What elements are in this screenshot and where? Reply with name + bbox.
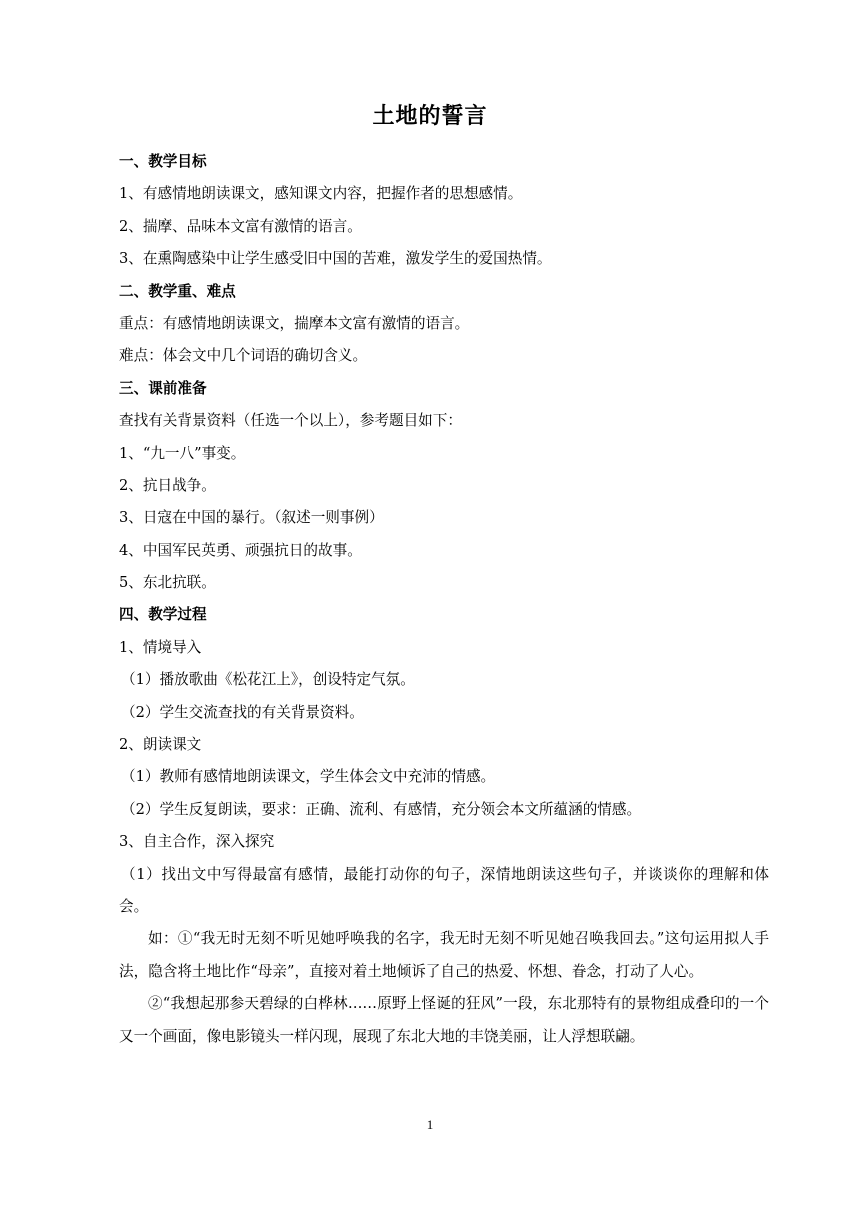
document-body — [119, 146, 769, 1053]
section-heading-preparation: 三、课前准备 — [119, 379, 207, 397]
section-heading-key-points: 二、教学重、难点 — [119, 282, 236, 300]
preparation-item: 2、抗日战争。 — [119, 476, 216, 494]
process-step-heading: 1、情境导入 — [119, 638, 202, 656]
objective-item: 1、有感情地朗读课文，感知课文内容，把握作者的思想感情。 — [119, 185, 523, 203]
process-substep: （1）教师有感情地朗读课文，学生体会文中充沛的情感。 — [121, 768, 496, 786]
document-title: 土地的誓言 — [372, 104, 488, 129]
key-point-item: 重点：有感情地朗读课文，揣摩本文富有激情的语言。 — [119, 314, 470, 332]
process-paragraph: ②“我想起那参天碧绿的白桦林……原野上怪诞的狂风”一段，东北那特有的景物组成叠印的一个又一个画面，像电影镜头一样闪现，展现了东北大地的丰饶美丽，让人浮想联翩。 — [119, 995, 769, 1045]
objective-item: 2、揣摩、品味本文富有激情的语言。 — [119, 217, 362, 235]
objective-item: 3、在熏陶感染中让学生感受旧中国的苦难，激发学生的爱国热情。 — [119, 250, 552, 268]
process-paragraph: （1）找出文中写得最富有感情，最能打动你的句子，深情地朗读这些句子，并谈谈你的理解和体会。 — [119, 865, 769, 915]
preparation-item: 5、东北抗联。 — [119, 574, 216, 592]
preparation-item: 3、日寇在中国的暴行。（叙述一则事例） — [119, 509, 384, 527]
key-point-item: 难点：体会文中几个词语的确切含义。 — [119, 347, 368, 365]
process-substep: （2）学生交流查找的有关背景资料。 — [121, 703, 364, 721]
process-substep: （1）播放歌曲《松花江上》，创设特定气氛。 — [121, 671, 415, 689]
process-paragraph: 如：①“我无时无刻不听见她呼唤我的名字，我无时无刻不听见她召唤我回去。”这句运用拟人手法，隐含将土地比作“母亲”，直接对着土地倾诉了自己的热爱、怀想、眷念，打动了人心。 — [119, 930, 769, 980]
section-heading-process: 四、教学过程 — [119, 606, 207, 624]
preparation-item: 1、“九一八”事变。 — [119, 444, 246, 462]
section-heading-objectives: 一、教学目标 — [119, 153, 207, 170]
process-substep: （2）学生反复朗读，要求：正确、流利、有感情，充分领会本文所蕴涵的情感。 — [121, 800, 642, 818]
process-step-heading: 2、朗读课文 — [119, 736, 202, 754]
page-number: 1 — [426, 1117, 434, 1132]
preparation-item: 4、中国军民英勇、顽强抗日的故事。 — [119, 541, 362, 559]
preparation-intro: 查找有关背景资料（任选一个以上），参考题目如下： — [119, 412, 462, 430]
process-step-heading: 3、自主合作，深入探究 — [119, 833, 275, 851]
